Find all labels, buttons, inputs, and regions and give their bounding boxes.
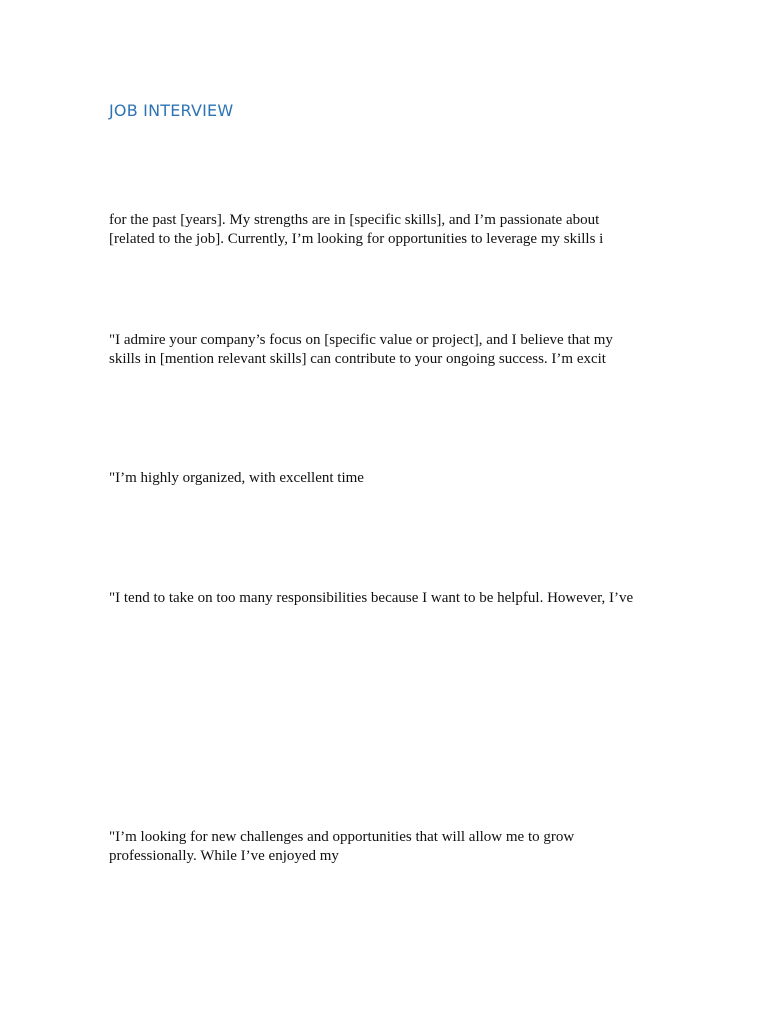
text-line: professionally. While I’ve enjoyed my [109,848,339,864]
text-line: for the past [years]. My strengths are in [specific skills], and I’m passionate about [109,212,600,228]
document-title: JOB INTERVIEW [109,101,234,120]
text-line: skills in [mention relevant skills] can contribute to your ongoing success. I’m excit [109,351,606,367]
text-line: [related to the job]. Currently, I’m looking for opportunities to leverage my skills i [109,231,604,247]
text-line: "I’m highly organized, with excellent time [109,470,364,486]
text-line: "I tend to take on too many responsibilities because I want to be helpful. However, I’ve [109,590,634,606]
paragraph-weakness [109,589,633,608]
paragraph-reason-for-leaving [109,828,574,866]
paragraph-introduction [109,211,603,249]
text-line: "I admire your company’s focus on [specific value or project], and I believe that my [109,332,613,348]
text-line: "I’m looking for new challenges and opportunities that will allow me to grow [109,829,575,845]
paragraph-strengths [109,469,364,488]
paragraph-company-interest [109,331,613,369]
